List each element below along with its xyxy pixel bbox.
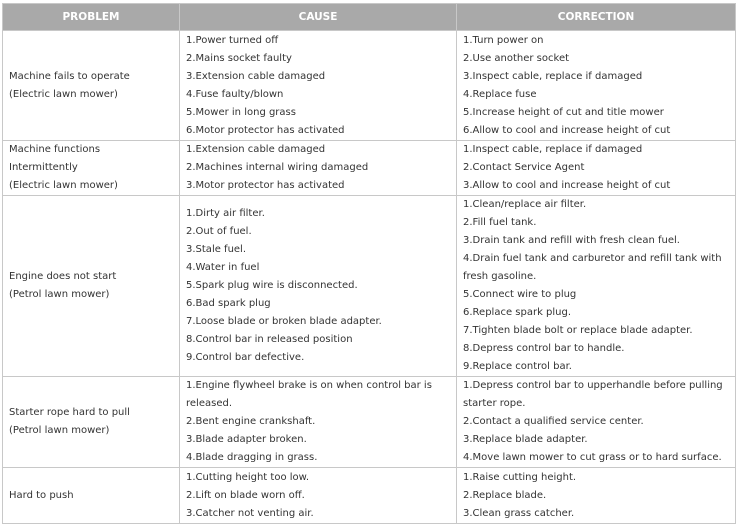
correction-item: 8.Depress control bar to handle. <box>463 343 625 354</box>
correction-item: 4.Move lawn mower to cut grass or to hard surface. <box>463 452 722 463</box>
cause-item: 1.Dirty air filter. <box>186 208 265 219</box>
correction-item: 9.Replace control bar. <box>463 361 572 372</box>
header-problem: PROBLEM <box>3 4 180 31</box>
cause-item: 4.Fuse faulty/blown <box>186 88 284 100</box>
cause-item: 3.Blade adapter broken. <box>186 434 307 445</box>
cause-item: 2.Bent engine crankshaft. <box>186 416 316 427</box>
cause-item: 2.Machines internal wiring damaged <box>186 162 369 173</box>
correction-item: 3.Replace blade adapter. <box>463 434 588 445</box>
correction-cell <box>457 141 736 196</box>
cause-cell <box>180 377 457 468</box>
cause-item: 5.Mower in long grass <box>186 106 296 118</box>
table-row <box>3 196 736 377</box>
cause-item: 4.Blade dragging in grass. <box>186 452 318 463</box>
cause-item: 4.Water in fuel <box>186 262 260 273</box>
correction-cell <box>457 196 736 377</box>
problem-text: Hard to push <box>9 489 74 501</box>
cause-item: 8.Control bar in released position <box>186 334 353 345</box>
problem-text: Machine functions <box>9 144 101 155</box>
cause-item: 5.Spark plug wire is disconnected. <box>186 280 358 291</box>
correction-item: 6.Replace spark plug. <box>463 307 572 318</box>
correction-item: 3.Drain tank and refill with fresh clean fuel. <box>463 235 680 246</box>
cause-item: 1.Cutting height too low. <box>186 471 310 483</box>
problem-cell <box>3 196 180 377</box>
correction-item: 2.Fill fuel tank. <box>463 217 537 228</box>
correction-item: 1.Clean/replace air filter. <box>463 199 587 210</box>
correction-item: 2.Use another socket <box>463 52 570 64</box>
cause-item: 3.Extension cable damaged <box>186 70 326 82</box>
correction-item: 4.Replace fuse <box>463 88 537 100</box>
cause-cell <box>180 468 457 524</box>
cause-cell <box>180 196 457 377</box>
problem-text: Intermittently <box>9 162 78 173</box>
cause-item: 2.Lift on blade worn off. <box>186 489 305 501</box>
correction-item: 7.Tighten blade bolt or replace blade adapter. <box>463 325 693 336</box>
header-row <box>3 4 736 31</box>
correction-item: 6.Allow to cool and increase height of cut <box>463 124 671 136</box>
cause-cell <box>180 31 457 141</box>
problem-cell <box>3 377 180 468</box>
correction-item: 3.Inspect cable, replace if damaged <box>463 70 643 82</box>
correction-item: 1.Raise cutting height. <box>463 471 577 483</box>
cause-item: 6.Bad spark plug <box>186 298 271 309</box>
correction-item: 5.Connect wire to plug <box>463 289 577 300</box>
correction-item: 3.Allow to cool and increase height of cut <box>463 180 671 191</box>
problem-text: Starter rope hard to pull <box>9 407 130 418</box>
problem-cell <box>3 141 180 196</box>
table-row <box>3 31 736 141</box>
problem-text: (Electric lawn mower) <box>9 180 118 191</box>
correction-cell <box>457 377 736 468</box>
correction-cell <box>457 31 736 141</box>
table-row <box>3 468 736 524</box>
table-row <box>3 377 736 468</box>
correction-item: 2.Contact Service Agent <box>463 162 585 173</box>
cause-cell <box>180 141 457 196</box>
correction-cell <box>457 468 736 524</box>
cause-item: 3.Stale fuel. <box>186 244 247 255</box>
problem-cell <box>3 31 180 141</box>
correction-item: 1.Turn power on <box>463 34 544 46</box>
correction-item: 5.Increase height of cut and title mower <box>463 106 664 118</box>
correction-item: 1.Inspect cable, replace if damaged <box>463 144 643 155</box>
cause-item: 3.Catcher not venting air. <box>186 507 314 519</box>
problem-text: (Petrol lawn mower) <box>9 425 110 436</box>
problem-text: (Petrol lawn mower) <box>9 289 110 300</box>
table-row <box>3 141 736 196</box>
problem-cell <box>3 468 180 524</box>
problem-text: Engine does not start <box>9 271 117 282</box>
problem-text: Machine fails to operate <box>9 70 130 82</box>
cause-item: 1.Power turned off <box>186 34 279 46</box>
correction-item: 2.Replace blade. <box>463 489 547 501</box>
cause-item: 1.Extension cable damaged <box>186 144 326 155</box>
cause-item: 7.Loose blade or broken blade adapter. <box>186 316 382 327</box>
problem-text: (Electric lawn mower) <box>9 88 118 100</box>
header-cause: CAUSE <box>180 4 457 31</box>
correction-item: 3.Clean grass catcher. <box>463 507 575 519</box>
correction-item: 4.Drain fuel tank and carburetor and refill tank with fresh gasoline. <box>463 253 722 282</box>
cause-item: 2.Mains socket faulty <box>186 52 292 64</box>
troubleshooting-table <box>2 3 736 524</box>
header-correction: CORRECTION <box>457 4 736 31</box>
correction-item: 1.Depress control bar to upperhandle before pulling starter rope. <box>463 380 723 409</box>
cause-item: 6.Motor protector has activated <box>186 124 345 136</box>
correction-item: 2.Contact a qualified service center. <box>463 416 644 427</box>
cause-item: 9.Control bar defective. <box>186 352 305 363</box>
cause-item: 2.Out of fuel. <box>186 226 252 237</box>
cause-item: 3.Motor protector has activated <box>186 180 345 191</box>
cause-item: 1.Engine flywheel brake is on when control bar is released. <box>186 380 432 409</box>
